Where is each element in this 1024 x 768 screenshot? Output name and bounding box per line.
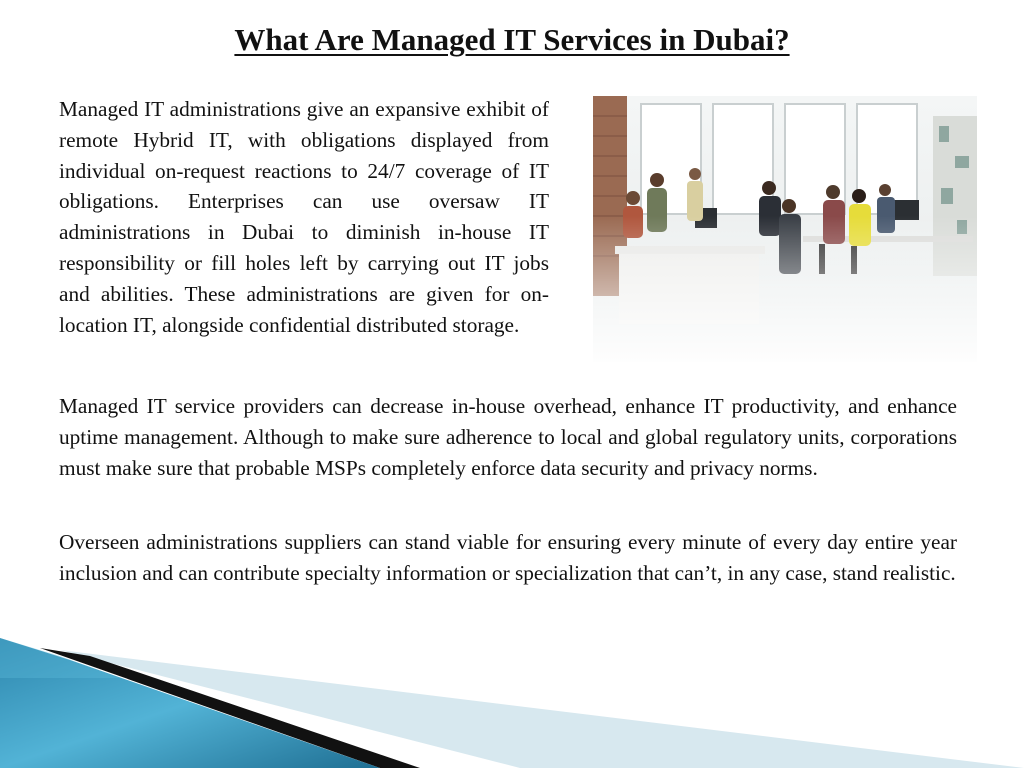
footer-swoosh-graphic [0, 638, 1024, 768]
slide-title: What Are Managed IT Services in Dubai? [234, 22, 790, 57]
msp-benefits-paragraph: Managed IT service providers can decrease in-house overhead, enhance IT productivity, and enhance uptime management. Although to make sure adherence to local and global regulatory units, corporations must make sure that probable MSPs completely enforce data security and privacy norms. [59, 394, 957, 480]
intro-paragraph: Managed IT administrations give an expansive exhibit of remote Hybrid IT, with obligations displayed from individual on-request reactions to 24/7 coverage of IT obligations. Enterprises can use oversaw IT administrations in Dubai to diminish in-house IT responsibility or fill holes left by carrying out IT jobs and abilities. These administrations are given for on-location IT, alongside confidential distributed storage. [59, 97, 549, 337]
office-team-photo [593, 96, 977, 362]
closing-paragraph: Overseen administrations suppliers can stand viable for ensuring every minute of every day entire year inclusion and can contribute specialty information or specialization that can’t, in any case, stand realistic. [59, 530, 957, 585]
office-photo-illustration [593, 96, 977, 362]
footer-wave-decoration [0, 638, 1024, 768]
